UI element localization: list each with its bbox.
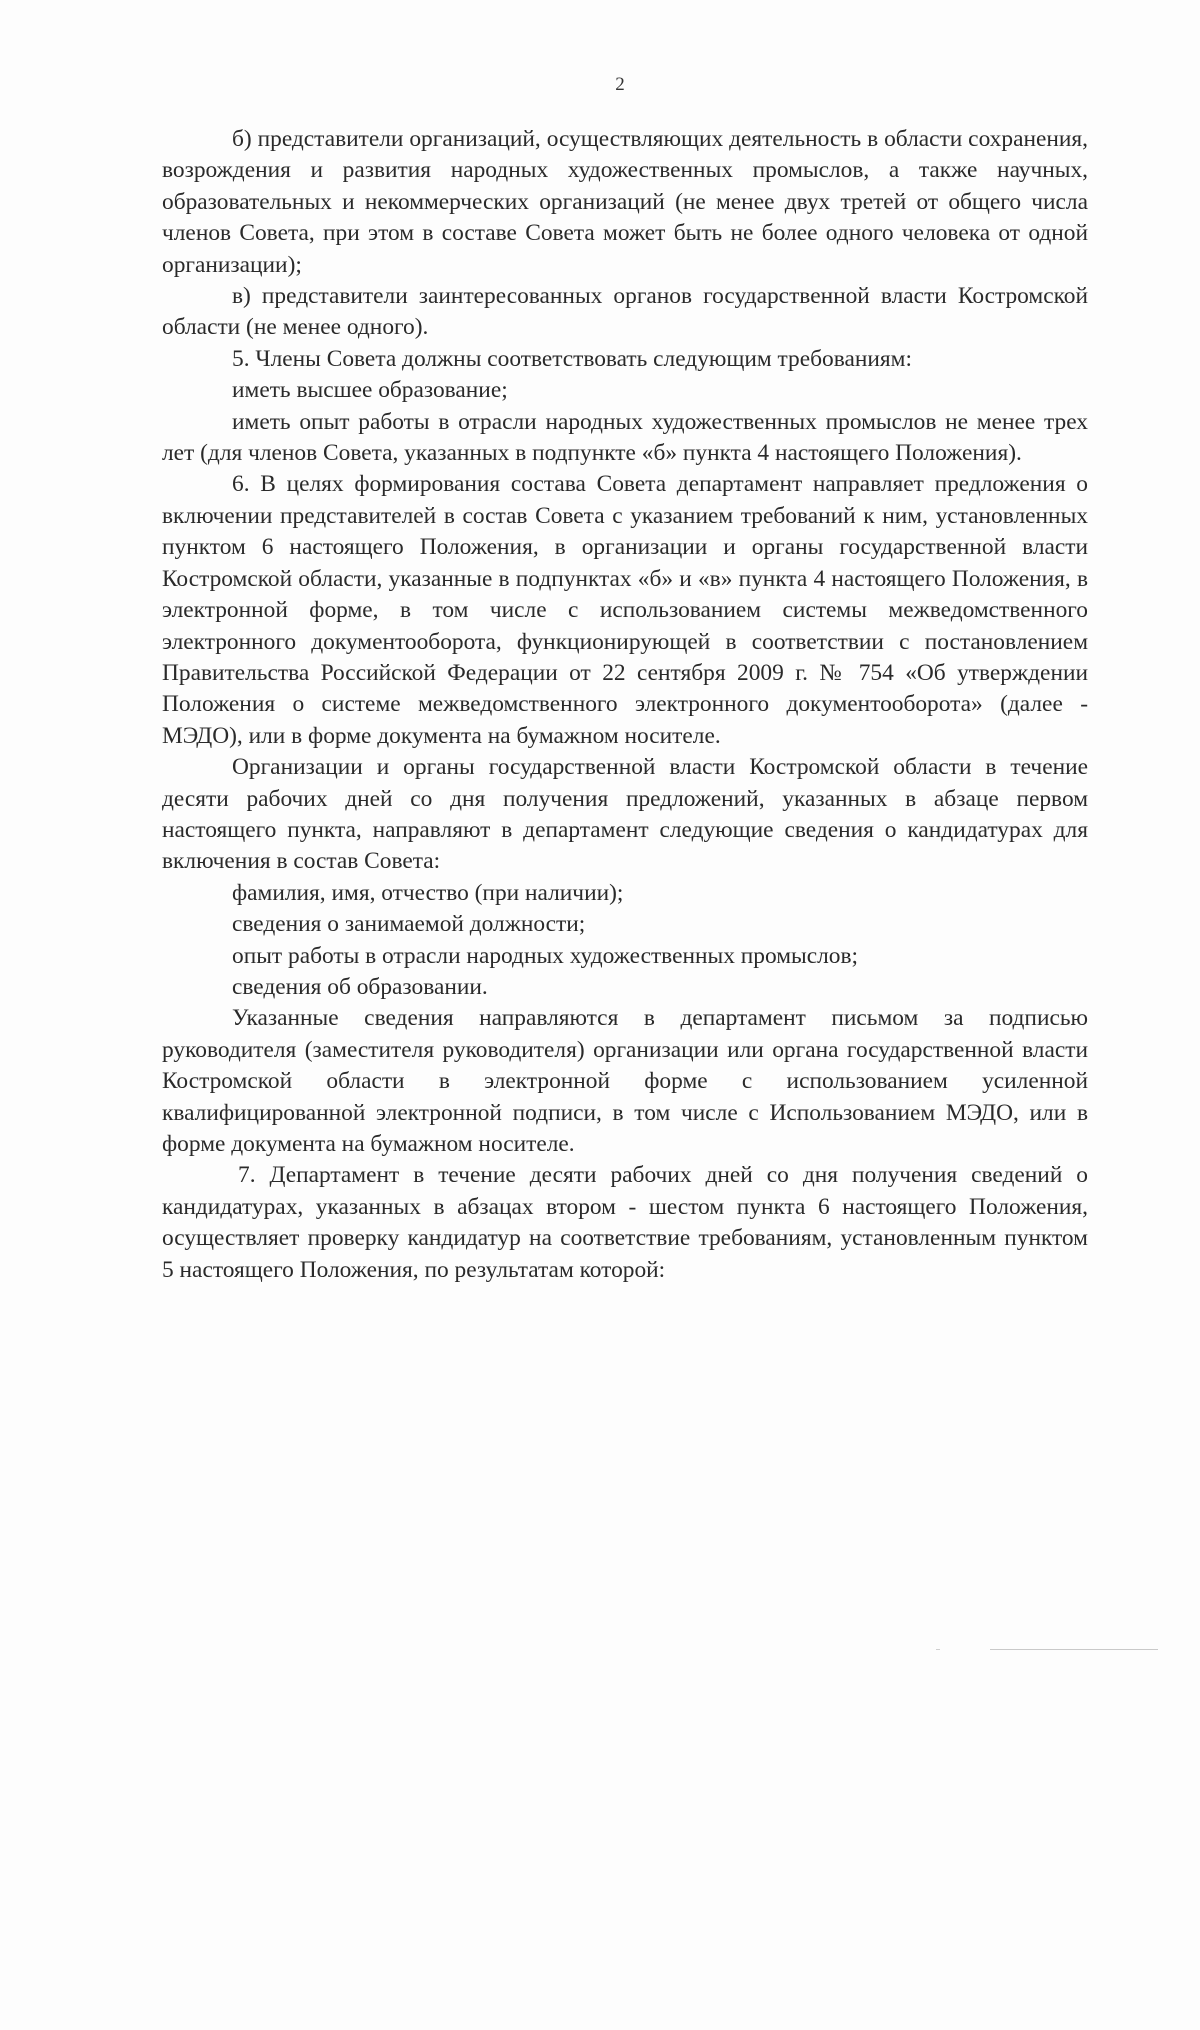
document-body <box>162 124 1088 1286</box>
list-item-position: сведения о занимаемой должности; <box>232 911 586 938</box>
list-item-experience: опыт работы в отрасли народных художественных промыслов; <box>232 942 859 969</box>
page-number: 2 <box>615 74 625 95</box>
list-item-name: фамилия, имя, отчество (при наличии); <box>232 879 624 906</box>
scan-artifact-line <box>990 1649 1158 1650</box>
paragraph-6-submission: Указанные сведения направляются в департамент письмом за подписью руководителя (заместителя руководителя) организации или органа государственной власти Костромской области в электронной форме с использованием усиленной квалифицированной электронной подписи, в том числе с Использованием МЭДО, или в форме документа на бумажном носителе. <box>162 1005 1088 1157</box>
requirement-education: иметь высшее образование; <box>232 377 508 404</box>
paragraph-4b: б) представители организаций, осуществляющих деятельность в области сохранения, возрождения и развития народных художественных промыслов, а также научных, образовательных и некоммерческих организаций (не менее двух третей от общего числа членов Совета, при этом в составе Совета может быть не более одного человека от одной организации); <box>162 126 1088 278</box>
scan-artifact-dot <box>936 1649 940 1650</box>
paragraph-4v: в) представители заинтересованных органов государственной власти Костромской области (не менее одного). <box>162 283 1088 341</box>
paragraph-5: 5. Члены Совета должны соответствовать следующим требованиям: <box>232 345 912 372</box>
paragraph-6: 6. В целях формирования состава Совета департамент направляет предложения о включении представителей в состав Совета с указанием требований к ним, установленных пунктом 6 настоящего Положения, в организации и органы государственной власти Костромской области, указанные в подпунктах «б» и «в» пункта 4 настоящего Положения, в электронной форме, в том числе с использованием системы межведомственного электронного документооборота, функционирующей в соответствии с постановлением Правительства Российской Федерации от 22 сентября 2009 г. № 754 «Об утверждении Положения о системе межведомственного электронного документооборота» (далее - МЭДО), или в форме документа на бумажном носителе. <box>162 471 1088 749</box>
paragraph-6-organizations: Организации и органы государственной власти Костромской области в течение десяти рабочих дней со дня получения предложений, указанных в абзаце первом настоящего пункта, направляют в департамент следующие сведения о кандидатурах для включения в состав Совета: <box>162 754 1088 875</box>
requirement-experience: иметь опыт работы в отрасли народных художественных промыслов не менее трех лет (для членов Совета, указанных в подпункте «б» пункта 4 настоящего Положения). <box>162 408 1088 467</box>
list-item-education: сведения об образовании. <box>232 973 488 1000</box>
paragraph-7: 7. Департамент в течение десяти рабочих дней со дня получения сведений о кандидатурах, указанных в абзацах втором - шестом пункта 6 настоящего Положения, осуществляет проверку кандидатур на соответствие требованиям, установленным пунктом 5 настоящего Положения, по результатам которой: <box>162 1162 1088 1283</box>
